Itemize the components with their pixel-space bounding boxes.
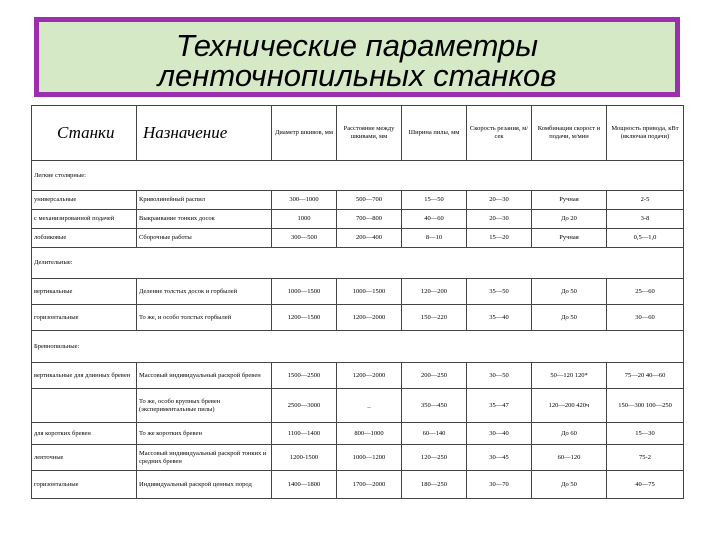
cell-purpose: Массовый индивидуальный раскрой бревен <box>137 363 272 389</box>
table-row <box>32 363 684 389</box>
cell-width: 40—60 <box>402 210 467 229</box>
header-blade-width: Ширина пилы, мм <box>402 106 467 161</box>
cell-feed: До 50 <box>532 305 607 331</box>
cell-cut-speed: 30—70 <box>467 471 532 499</box>
cell-feed: До 20 <box>532 210 607 229</box>
cell-diameter: 1500—2500 <box>272 363 337 389</box>
title-line-1: Технические параметры <box>175 28 539 63</box>
cell-width: 350—450 <box>402 389 467 423</box>
cell-cut-speed: 35—40 <box>467 305 532 331</box>
cell-purpose: То же, и особо толстых горбылей <box>137 305 272 331</box>
cell-power: 15—30 <box>607 423 684 445</box>
header-row <box>32 106 684 161</box>
cell-machine: горизонтальные <box>32 471 137 499</box>
title-line-2: ленточнопильных станков <box>157 58 557 93</box>
cell-distance: 200—400 <box>337 229 402 248</box>
cell-feed: До 50 <box>532 471 607 499</box>
cell-diameter: 300—1000 <box>272 191 337 210</box>
cell-distance: 500—700 <box>337 191 402 210</box>
cell-cut-speed: 35—47 <box>467 389 532 423</box>
table-row <box>32 445 684 471</box>
cell-feed: До 60 <box>532 423 607 445</box>
cell-width: 150—220 <box>402 305 467 331</box>
cell-diameter: 1200—1500 <box>272 305 337 331</box>
cell-machine: лобзиковые <box>32 229 137 248</box>
section-row-log <box>32 331 684 363</box>
cell-purpose: Криволинейный распил <box>137 191 272 210</box>
cell-feed: 60—120 <box>532 445 607 471</box>
cell-purpose: То же, особо крупных бревен (экспериментальные пилы) <box>137 389 272 423</box>
section-label: Бревнопильные: <box>32 331 684 363</box>
header-machines: Станки <box>32 106 137 161</box>
cell-feed: Ручная <box>532 191 607 210</box>
table-row <box>32 389 684 423</box>
cell-distance: 1000—1200 <box>337 445 402 471</box>
cell-diameter: 1000 <box>272 210 337 229</box>
cell-distance: 700—800 <box>337 210 402 229</box>
cell-power: 40—75 <box>607 471 684 499</box>
table-row <box>32 229 684 248</box>
header-cut-speed: Скорость резания, м/сек <box>467 106 532 161</box>
cell-power: 3-8 <box>607 210 684 229</box>
cell-machine <box>32 389 137 423</box>
header-wheel-diameter: Диаметр шкивов, мм <box>272 106 337 161</box>
cell-cut-speed: 30—40 <box>467 423 532 445</box>
cell-width: 60—140 <box>402 423 467 445</box>
cell-machine: с механизированной подачей <box>32 210 137 229</box>
cell-distance: 1200—2000 <box>337 305 402 331</box>
cell-feed: 50—120 120* <box>532 363 607 389</box>
cell-feed: До 50 <box>532 279 607 305</box>
cell-machine: ленточные <box>32 445 137 471</box>
cell-distance: _ <box>337 389 402 423</box>
table-row <box>32 471 684 499</box>
cell-feed: 120—200 420ч <box>532 389 607 423</box>
cell-machine: вертикальные для длинных бревен <box>32 363 137 389</box>
table-row <box>32 191 684 210</box>
section-label: Легкие столярные: <box>32 161 684 191</box>
header-purpose: Назначение <box>137 106 272 161</box>
table-row <box>32 423 684 445</box>
cell-machine: вертикальные <box>32 279 137 305</box>
cell-purpose: Сборочные работы <box>137 229 272 248</box>
cell-width: 15—50 <box>402 191 467 210</box>
cell-diameter: 1100—1400 <box>272 423 337 445</box>
cell-distance: 1700—2000 <box>337 471 402 499</box>
cell-machine: горизонтальные <box>32 305 137 331</box>
cell-diameter: 2500—3000 <box>272 389 337 423</box>
header-wheel-distance: Расстояние между шкивами, мм <box>337 106 402 161</box>
cell-power: 30—60 <box>607 305 684 331</box>
parameters-table <box>31 105 684 499</box>
cell-power: 2-5 <box>607 191 684 210</box>
cell-power: 75—20 40—60 <box>607 363 684 389</box>
cell-cut-speed: 30—50 <box>467 363 532 389</box>
cell-width: 120—250 <box>402 445 467 471</box>
table-row <box>32 210 684 229</box>
cell-diameter: 1400—1800 <box>272 471 337 499</box>
cell-power: 25—60 <box>607 279 684 305</box>
cell-distance: 800—1000 <box>337 423 402 445</box>
table-row <box>32 279 684 305</box>
table-row <box>32 305 684 331</box>
title-box <box>34 17 680 97</box>
section-row-dividing <box>32 248 684 279</box>
cell-diameter: 300—500 <box>272 229 337 248</box>
cell-power: 75-2 <box>607 445 684 471</box>
cell-purpose: Деление толстых досок и горбылей <box>137 279 272 305</box>
cell-power: 150—300 100—250 <box>607 389 684 423</box>
cell-cut-speed: 20—30 <box>467 210 532 229</box>
cell-distance: 1000—1500 <box>337 279 402 305</box>
cell-width: 200—250 <box>402 363 467 389</box>
cell-cut-speed: 20—30 <box>467 191 532 210</box>
cell-cut-speed: 35—50 <box>467 279 532 305</box>
header-motor-power: Мощность привода, кВт (включая подачи) <box>607 106 684 161</box>
section-row-light <box>32 161 684 191</box>
cell-diameter: 1000—1500 <box>272 279 337 305</box>
cell-width: 120—200 <box>402 279 467 305</box>
cell-distance: 1200—2000 <box>337 363 402 389</box>
cell-width: 180—250 <box>402 471 467 499</box>
cell-diameter: 1200-1500 <box>272 445 337 471</box>
cell-machine: для коротких бревен <box>32 423 137 445</box>
cell-purpose: Индивидуальный раскрой ценных пород <box>137 471 272 499</box>
cell-cut-speed: 30—45 <box>467 445 532 471</box>
header-feed-speed: Комбинация скорост и подачи, м/мин <box>532 106 607 161</box>
cell-purpose: То же коротких бревен <box>137 423 272 445</box>
cell-width: 8—10 <box>402 229 467 248</box>
cell-purpose: Выкраивание тонких досок <box>137 210 272 229</box>
section-label: Делительные: <box>32 248 684 279</box>
cell-cut-speed: 15—20 <box>467 229 532 248</box>
cell-power: 0,5—1,0 <box>607 229 684 248</box>
cell-machine: универсальные <box>32 191 137 210</box>
cell-feed: Ручная <box>532 229 607 248</box>
cell-purpose: Массовый индивидуальный раскрой тонких и средних бревен <box>137 445 272 471</box>
